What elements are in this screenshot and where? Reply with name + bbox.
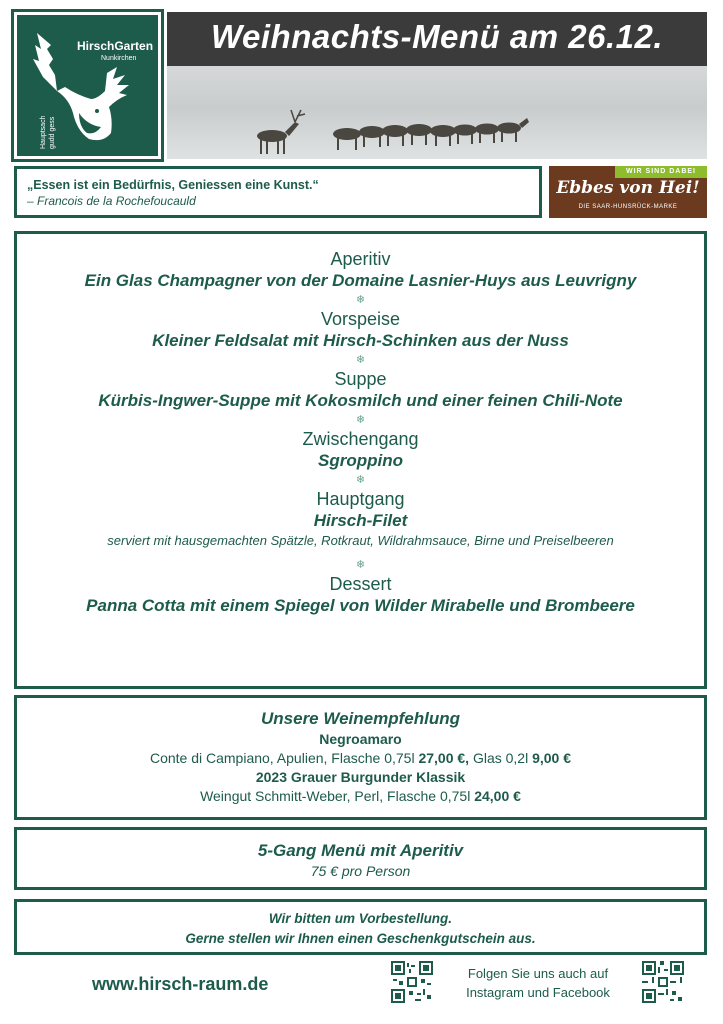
snowflake-icon: ❄ [355,354,366,366]
menu-box [14,231,707,689]
course-label: Dessert [329,574,392,594]
wine-name: 2023 Grauer Burgunder Klassik [255,769,466,785]
course-label: Zwischengang [302,429,419,449]
snowflake-icon: ❄ [355,559,366,571]
logo-motto-line-1: Hauptsach [40,115,47,149]
hirschgarten-logo [14,12,161,159]
page-title: Weihnachts-Menü am 26.12. [210,18,664,55]
course-dish: Kürbis-Ingwer-Suppe mit Kokosmilch und einer feinen Chili-Note [98,391,623,410]
menu-price-box [14,827,707,890]
partner-subtitle: DIE SAAR-HUNSRÜCK-MARKE [578,204,678,210]
social-follow-text [448,964,628,1002]
wine-description: Weingut Schmitt-Weber, Perl, Flasche 0,75l [200,788,471,804]
logo-motto [39,89,57,149]
price-title: 5-Gang Menü mit Aperitiv [257,841,464,860]
partner-badge: WIR SIND DABEI [615,166,707,178]
wine-glass-price: 9,00 € [532,750,572,766]
snowflake-icon: ❄ [355,414,366,426]
course-dish: Panna Cotta mit einem Spiegel von Wilder Mirabelle und Brombeere [86,596,635,615]
wine-name: Negroamaro [319,731,402,747]
price-per-person: 75 € pro Person [310,863,411,879]
course-dish: Ein Glas Champagner von der Domaine Lasnier-Huys aus Leuvrigny [84,271,637,290]
wine-bottle-price: 27,00 €, [418,750,470,766]
qr-code-icon[interactable] [642,961,684,1003]
follow-line-2: Instagram und Facebook [466,985,610,1000]
header-banner [167,12,707,159]
course-label: Vorspeise [320,309,401,329]
course-label: Aperitiv [330,249,391,269]
course-dish: Kleiner Feldsalat mit Hirsch-Schinken aus der Nuss [152,331,569,350]
reservation-line-1: Wir bitten um Vorbestellung. [268,911,453,926]
course-extra: serviert mit hausgemachten Spätzle, Rotkraut, Wildrahmsauce, Birne und Preiselbeeren [107,533,614,548]
quote-author: – Francois de la Rochefoucauld [27,194,196,208]
partner-name: Ebbes von Hei! [556,178,700,198]
wine-details [17,749,704,768]
quote-text: „Essen ist ein Bedürfnis, Geniessen eine Kunst.“ [27,178,319,192]
reservation-box [14,899,707,955]
wine-details [17,787,704,806]
deer-herd-photo [167,66,707,159]
snowflake-icon: ❄ [355,474,366,486]
wine-recommendation [14,695,707,820]
reservation-line-2: Gerne stellen wir Ihnen einen Geschenkgutschein aus. [185,931,536,946]
wine-title: Unsere Weinempfehlung [261,709,460,728]
partner-logo [549,166,707,218]
website-link[interactable]: www.hirsch-raum.de [92,974,269,994]
logo-motto-line-2: gudd gess [49,116,56,149]
course-dish: Sgroppino [318,451,403,470]
logo-town: Nunkirchen [101,55,137,62]
course-label: Hauptgang [316,489,405,509]
follow-line-1: Folgen Sie uns auch auf [467,966,609,981]
course-label: Suppe [334,369,387,389]
snowflake-icon: ❄ [355,294,366,306]
course-dish: Hirsch-Filet [313,511,408,530]
wine-glass: Glas 0,2l [472,750,529,766]
wine-bottle-price: 24,00 € [474,788,521,804]
wine-description: Conte di Campiano, Apulien, Flasche 0,75l [149,750,415,766]
logo-name: HirschGarten [77,39,154,53]
quote-box [14,166,542,218]
qr-code-icon[interactable] [391,961,433,1003]
